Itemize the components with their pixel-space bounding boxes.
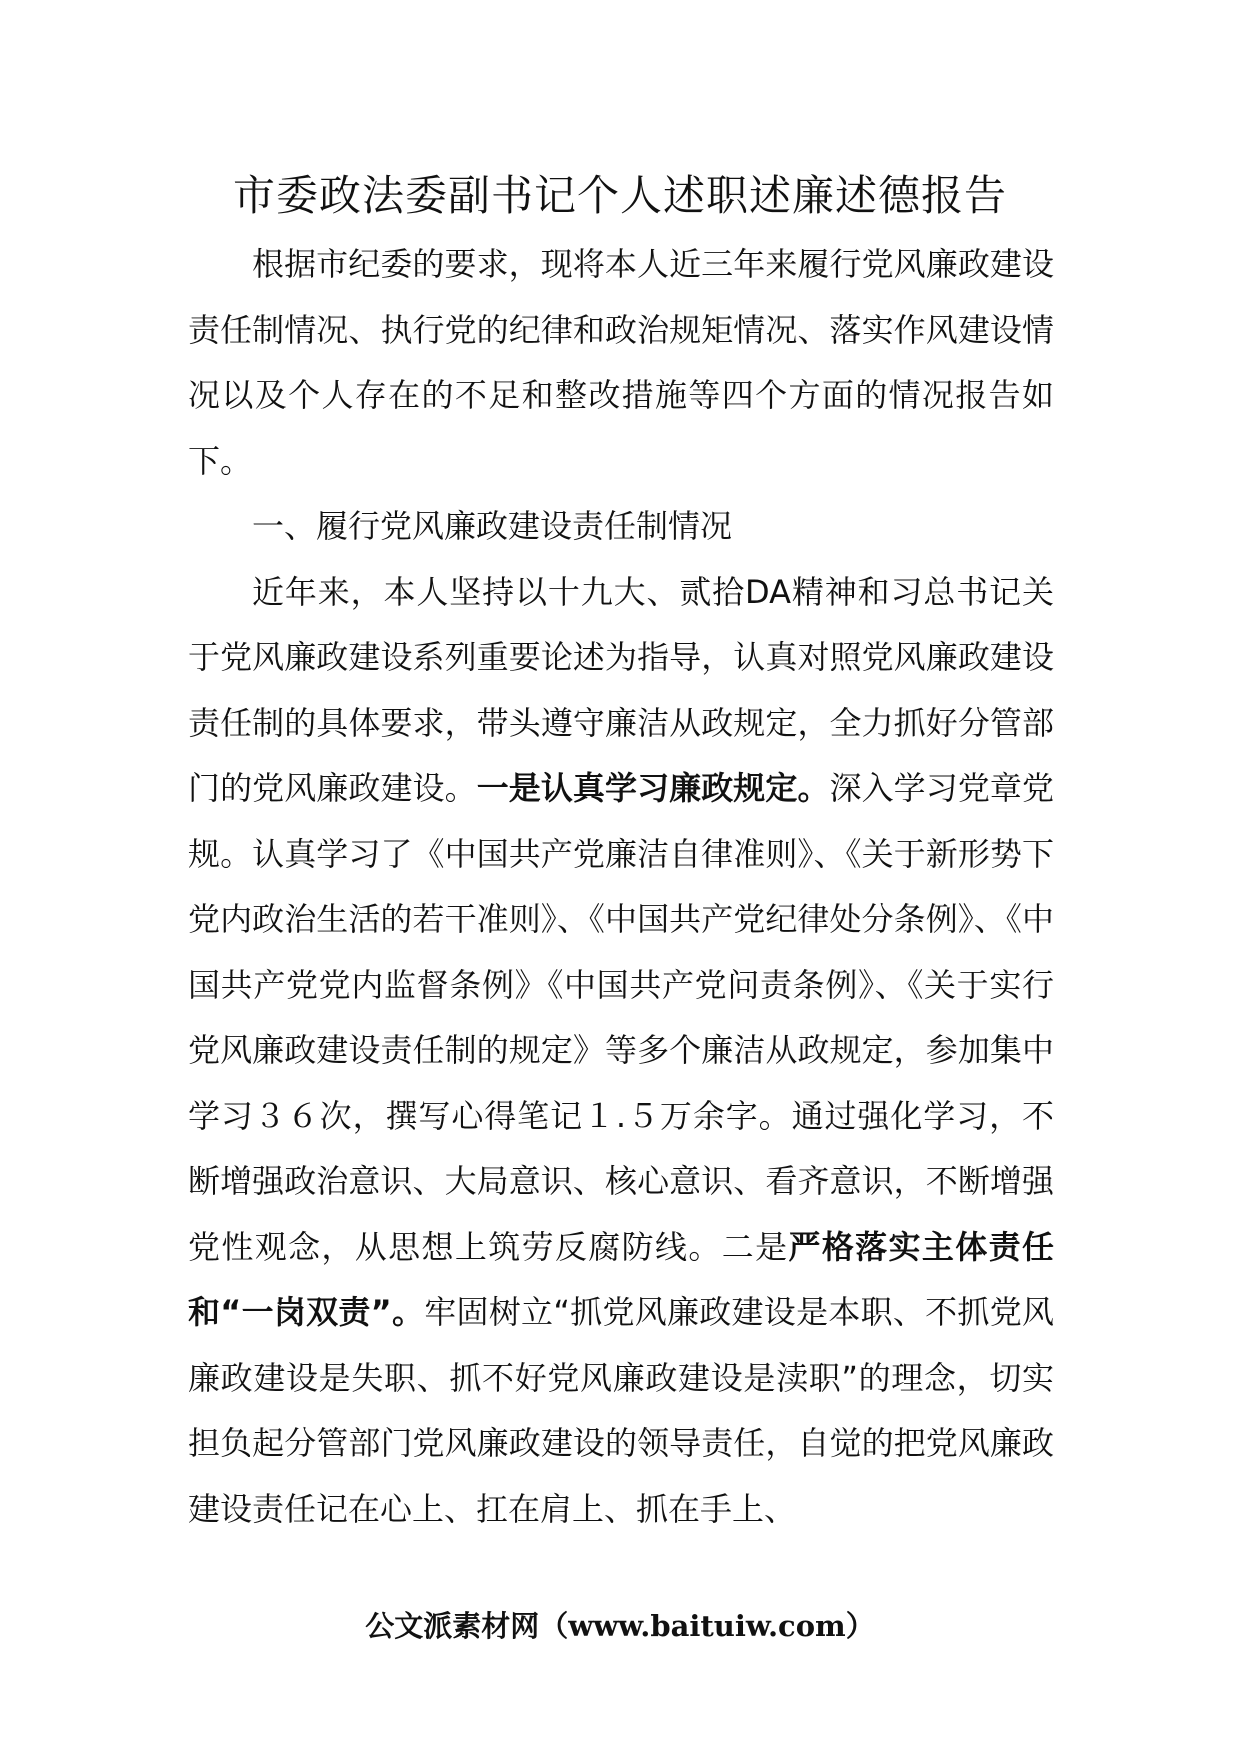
body-paragraph	[188, 560, 1054, 1543]
paragraph-text: 牢固树立“抓党风廉政建设是本职、不抓党风廉政建设是失职、抓不好党风廉政建设是渎职”的理念，切实担负起分管部门党风廉政建设的领导责任，自觉的把党风廉政建设责任记在心上、扛在肩上、抓在手上、	[188, 1293, 1054, 1528]
footer-watermark: 公文派素材网（www.baituiw.com）	[365, 1609, 875, 1643]
document-body	[188, 232, 1054, 1542]
bold-point-one: 一是认真学习廉政规定。	[476, 769, 830, 807]
section-heading: 一、履行党风廉政建设责任制情况	[252, 507, 733, 545]
paragraph-text: 近年来，本人坚持以十九大、贰拾DA精神和习总书记关于党风廉政建设系列重要论述为指导，认真对照党风廉政建设责任制的具体要求，带头遵守廉洁从政规定，全力抓好分管部门的党风廉政建设。	[188, 572, 1054, 807]
document-title: 市委政法委副书记个人述职述廉述德报告	[232, 171, 1007, 220]
intro-paragraph: 根据市纪委的要求，现将本人近三年来履行党风廉政建设责任制情况、执行党的纪律和政治规矩情况、落实作风建设情况以及个人存在的不足和整改措施等四个方面的情况报告如下。	[188, 245, 1054, 480]
paragraph-text: 深入学习党章党规。认真学习了《中国共产党廉洁自律准则》、《关于新形势下党内政治生活的若干准则》、《中国共产党纪律处分条例》、《中国共产党党内监督条例》《中国共产党问责条例》、《关于实行党风廉政建设责任制的规定》等多个廉洁从政规定，参加集中学习３６次，撰写心得笔记１.５万余字。通过强化学习，不断增强政治意识、大局意识、核心意识、看齐意识，不断增强党性观念，从思想上筑劳反腐防线。二是	[188, 769, 1054, 1266]
bold-point-two: 严格落实主体责任和“一岗双责”。	[188, 1227, 1054, 1331]
